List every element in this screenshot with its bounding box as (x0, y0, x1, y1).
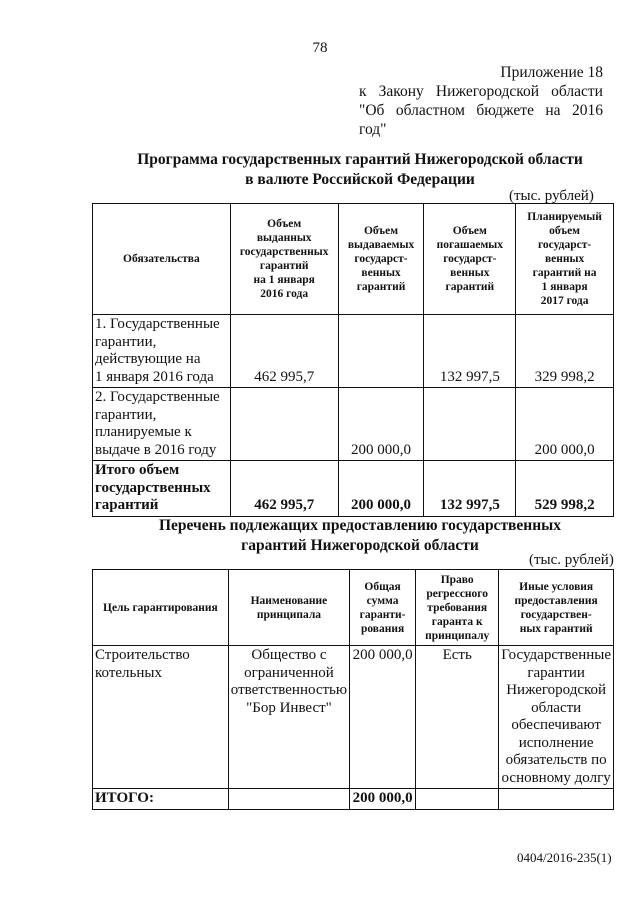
document-code: 0404/2016-235(1) (517, 850, 612, 865)
row-label: Итого объем государственных гарантий (93, 461, 231, 517)
cell-repaid: 132 997,5 (424, 461, 516, 517)
cell-planned: 329 998,2 (516, 315, 614, 388)
table1-header-issued: Объем выданных государственных гарантий на 1 января 2016 года (230, 204, 338, 315)
table2-title: Перечень подлежащих предоставлению государственных гарантий Нижегородской области (158, 517, 562, 554)
table1-title: Программа государственных гарантий Нижегородской области в валюте Российской Федерации (137, 151, 583, 188)
total-amount: 200 000,0 (350, 789, 416, 810)
guarantee-program-table (92, 203, 614, 517)
cell-planned: 529 998,2 (516, 461, 614, 517)
cell-amount: 200 000,0 (350, 646, 416, 789)
cell-repaid: 132 997,5 (424, 315, 516, 388)
row-label: 2. Государственные гарантии, планируемые к выдаче в 2016 году (93, 388, 231, 461)
total-empty (499, 789, 614, 810)
table1-header-row (93, 204, 614, 315)
table1-header-obligations: Обязательства (93, 204, 231, 315)
cell-issued (230, 388, 338, 461)
total-label: ИТОГО: (93, 789, 229, 810)
table2-header-principal: Наименование принципала (228, 570, 349, 646)
table2-header-amount: Общая сумма гаранти- рования (350, 570, 416, 646)
cell-recourse: Есть (416, 646, 499, 789)
table2-units: (тыс. рублей) (529, 552, 614, 568)
appendix-line3: "Об областном бюджете на 2016 (359, 102, 603, 119)
table-row (93, 646, 614, 789)
table2-header-conditions: Иные условия предоставления государствен- ных гарантий (499, 570, 614, 646)
total-empty (416, 789, 499, 810)
table1-units: (тыс. рублей) (509, 188, 594, 204)
appendix-line2: к Закону Нижегородской области (359, 83, 603, 100)
table-row (93, 388, 614, 461)
appendix-line1: Приложение 18 (500, 64, 603, 81)
table-row-total (93, 461, 614, 517)
cell-conditions: Государственные гарантии Нижегородской области обеспечивают исполнение обязательств по основному долгу (499, 646, 614, 789)
guarantee-list-table (92, 569, 614, 810)
table-row-total (93, 789, 614, 810)
page-number: 78 (312, 40, 328, 56)
table2-header-recourse: Право регрессного требования гаранта к принципалу (416, 570, 499, 646)
table-row (93, 315, 614, 388)
row-label: 1. Государственные гарантии, действующие на 1 января 2016 года (93, 315, 231, 388)
cell-issuing: 200 000,0 (338, 461, 424, 517)
table1-header-issuing: Объем выдаваемых государст- венных гарантий (338, 204, 424, 315)
cell-planned: 200 000,0 (516, 388, 614, 461)
table1-header-planned: Планируемый объем государст- венных гарантий на 1 января 2017 года (516, 204, 614, 315)
appendix-line4: год" (359, 121, 387, 138)
cell-issued: 462 995,7 (230, 461, 338, 517)
cell-purpose: Строительство котельных (93, 646, 229, 789)
cell-issued: 462 995,7 (230, 315, 338, 388)
table2-header-purpose: Цель гарантирования (93, 570, 229, 646)
cell-principal: Общество с ограниченной ответственностью "Бор Инвест" (228, 646, 349, 789)
table2-header-row (93, 570, 614, 646)
cell-issuing: 200 000,0 (338, 388, 424, 461)
appendix-header (359, 63, 603, 139)
cell-repaid (424, 388, 516, 461)
cell-issuing (338, 315, 424, 388)
table1-header-repaid: Объем погашаемых государст- венных гарантий (424, 204, 516, 315)
total-empty (228, 789, 349, 810)
